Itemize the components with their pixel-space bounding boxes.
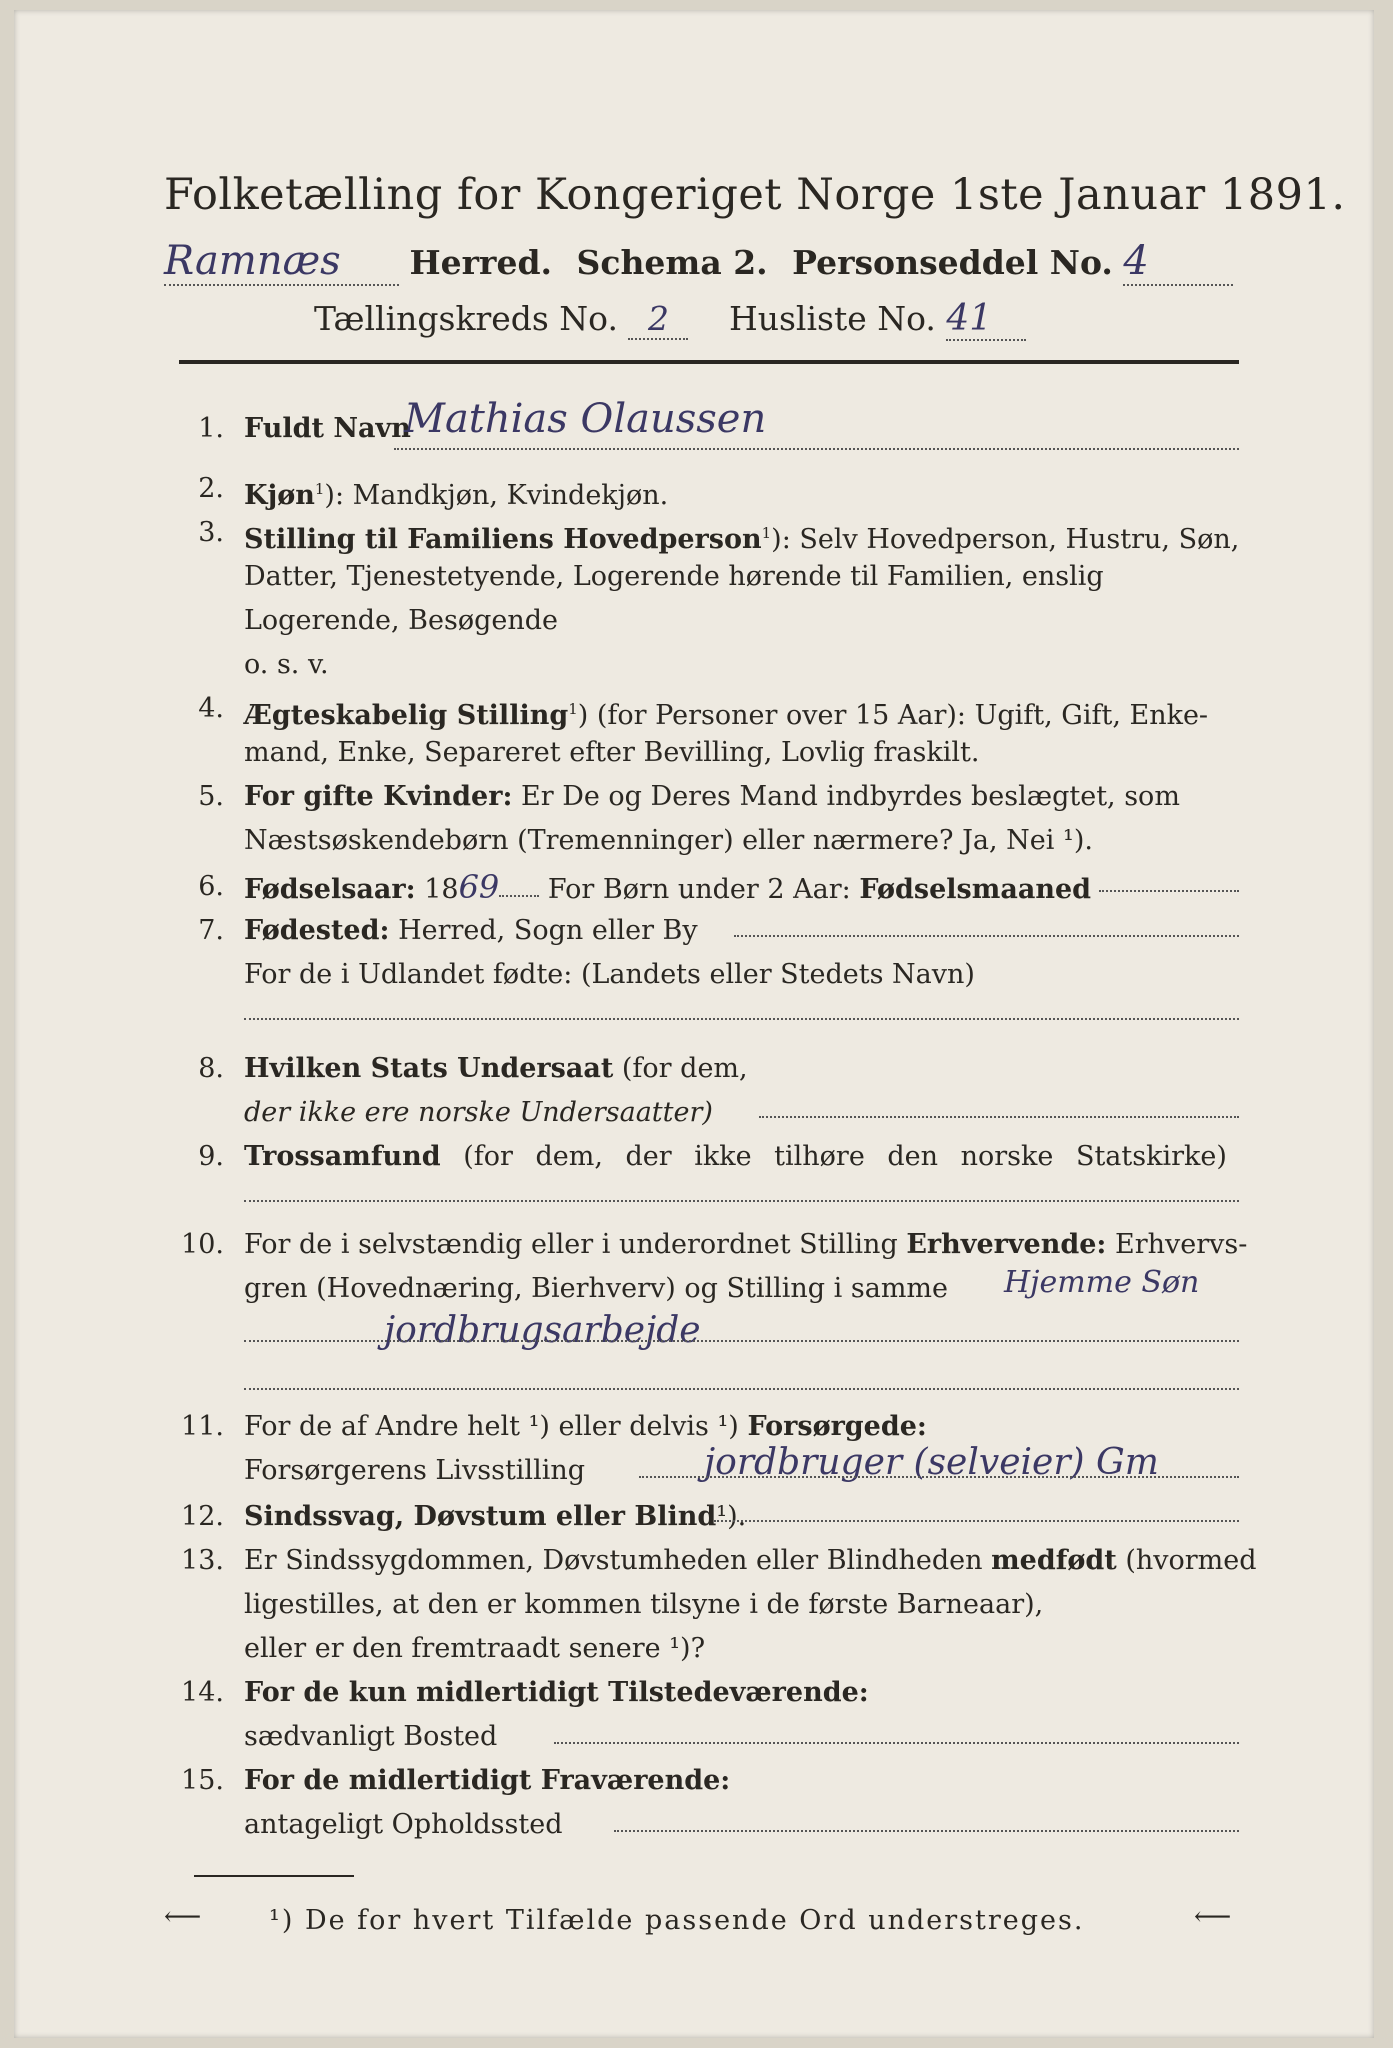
schema-label: Schema 2. [576, 243, 768, 282]
header-kreds-line [314, 298, 1114, 341]
left-arrow-icon: ⟵ [164, 1902, 202, 1932]
personseddel-value: 4 [1123, 238, 1149, 284]
full-name-value: Mathias Olaussen [404, 396, 767, 442]
herred-label: Herred. [409, 243, 553, 282]
husliste-value: 41 [946, 298, 993, 339]
item-1-label: Fuldt Navn [244, 413, 411, 444]
occupation-value-2: jordbrugsarbejde [384, 1310, 701, 1351]
footnote-rule [194, 1875, 354, 1877]
footnote: ¹) De for hvert Tilfælde passende Ord understreges. [269, 1905, 1085, 1936]
header-rule [179, 360, 1239, 364]
kreds-value: 2 [647, 299, 669, 338]
header-herred-line [164, 238, 1244, 286]
occupation-value-1: Hjemme Søn [1004, 1265, 1200, 1300]
herred-value: Ramnæs [164, 238, 341, 284]
birth-year-value: 69 [458, 868, 500, 906]
census-form: Folketælling for Kongeriget Norge 1ste Januar 1891. Ramnæs Herred. Schema 2. Personseddel No. 4 Tællingskreds No. 2 Husliste No. 41 1. Fuldt Navn Mathias Olaussen 2. Kjøn$^1$): Mandkjøn, Kvindekjøn. 3. Stilling til Familiens Hovedperson$^1$): Selv Hovedperson, Hustru, Søn, Datter, Tjenestetyende, Logerende hørende til Familien, enslig Logerende, Besøgende o. s. v. 4. Ægteskabelig Stilling$^1$) (for Personer over 15 Aar): Ugift, Gift, Enke- mand, Enke, Separeret efter Bevilling, Lovlig fraskilt. 5. For gifte Kvinder: Er De og Deres Mand indbyrdes beslægtet, som Næstsøskendebørn (Tremenninger) eller nærmere? Ja, Nei ¹). 6. Fødselsaar: 1869 For Børn under 2 Aar: Fødselsmaaned 7. Fødested: Herred, Sogn eller By For de i Udlandet fødte: (Landets eller Stedets Navn) 8. Hvilken Stats Undersaat (for dem, der ikke ere norske Undersaatter) 9. Trossamfund (for dem, der ikke tilhøre den norske Statskirke) 10. For de i selvstændig eller i underordnet Stilling Erhvervende: Erhvervs- gren (Hovednæring, Bierhverv) og Stilling i samme Hjemme Søn jordbrugsarbejde 11. For de af Andre helt ¹) eller delvis ¹) Forsørgede: Forsørgerens Livsstilling jordbruger (selveier) Gm 12. Sindssvag, Døvstum eller Blind¹). 13. Er Sindssygdommen, Døvstumheden eller Blindheden medfødt (hvormed ligestilles, at den er kommen tilsyne i de første Barneaar), eller er den fremtraadt senere ¹)? 14. For de kun midlertidigt Tilstedeværende: sædvanligt Bosted 15. For de midlertidigt Fraværende: antageligt Opholdssted ⟵ ¹) De for hvert Tilfælde passende Ord understreges. ⟵ [14, 10, 1374, 2038]
personseddel-label: Personseddel No. [792, 243, 1113, 282]
provider-value: jordbruger (selveier) Gm [704, 1442, 1159, 1483]
form-title: Folketælling for Kongeriget Norge 1ste Januar 1891. [164, 170, 1346, 220]
kreds-label: Tællingskreds No. [314, 299, 618, 338]
right-arrow-icon: ⟵ [1194, 1902, 1232, 1932]
husliste-label: Husliste No. [728, 299, 936, 338]
